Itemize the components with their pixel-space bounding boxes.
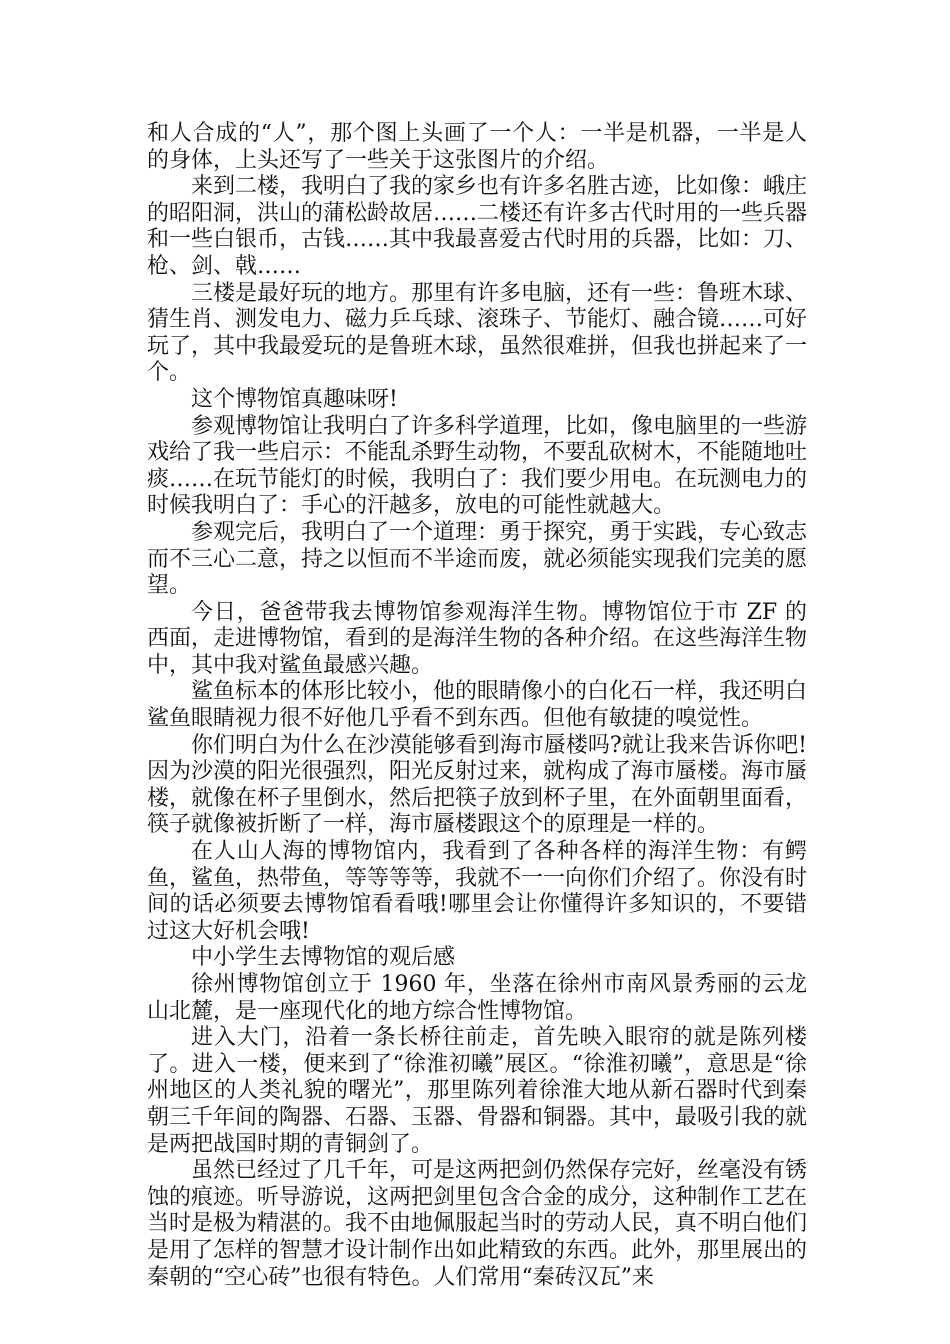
paragraph-science-lessons: 参观博物馆让我明白了许多科学道理，比如，像电脑里的一些游戏给了我一些启示：不能乱杀野生动物，不要乱砍树木，不能随地吐痰……在玩节能灯的时候，我明白了：我们要少用电。在玩测电力的时候我明白了：手心的汗越多，放电的可能性就越大。 — [147, 413, 808, 519]
paragraph-bronze-swords: 虽然已经过了几千年，可是这两把剑仍然保存完好，丝毫没有锈蚀的痕迹。听导游说，这两把剑里包含合金的成分，这种制作工艺在当时是极为精湛的。我不由地佩服起当时的劳动人民，真不明白他们是用了怎样的智慧才设计制作出如此精致的东西。此外，那里展出的秦朝的“空心砖”也很有特色。人们常用“秦砖汉瓦”来 — [147, 1158, 808, 1290]
paragraph-second-floor: 来到二楼，我明白了我的家乡也有许多名胜古迹，比如像：峨庄的昭阳洞，洪山的蒲松龄故居……二楼还有许多古代时用的一些兵器和一些白银币，古钱……其中我最喜爱古代时用的兵器，比如：刀、枪、剑、戟…… — [147, 174, 808, 279]
paragraph-conclusion: 参观完后，我明白了一个道理：勇于探究，勇于实践，专心致志而不三心二意，持之以恒而不半途而废，就必须能实现我们完美的愿望。 — [147, 519, 808, 599]
paragraph-ocean-intro: 今日，爸爸带我去博物馆参观海洋生物。博物馆位于市 ZF 的西面，走进博物馆，看到的是海洋生物的各种介绍。在这些海洋生物中，其中我对鲨鱼最感兴趣。 — [147, 599, 808, 678]
paragraph-exhibition-hall: 进入大门，沿着一条长桥往前走，首先映入眼帘的就是陈列楼了。进入一楼，便来到了“徐淮初曦”展区。“徐淮初曦”，意思是“徐州地区的人类礼貌的曙光”，那里陈列着徐淮大地从新石器时代到秦朝三千年间的陶器、石器、玉器、骨器和铜器。其中，最吸引我的就是两把战国时期的青铜剑了。 — [147, 1025, 808, 1157]
section-title: 中小学生去博物馆的观后感 — [191, 945, 456, 971]
paragraph-continuation: 和人合成的“人”，那个图上头画了一个人：一半是机器，一半是人的身体，上头还写了一些关于这张图片的介绍。 — [147, 121, 807, 173]
paragraph-shark: 鲨鱼标本的体形比较小，他的眼睛像小的白化石一样，我还明白鲨鱼眼睛视力很不好他几乎看不到东西。但他有敏捷的嗅觉性。 — [147, 679, 808, 732]
paragraph-marine-life: 在人山人海的博物馆内，我看到了各种各样的海洋生物：有鳄鱼，鲨鱼，热带鱼，等等等等，我就不一一向你们介绍了。你没有时间的话必须要去博物馆看看哦!哪里会让你懂得许多知识的，不要错过这大好机会哦! — [147, 839, 808, 944]
paragraph-third-floor: 三楼是最好玩的地方。那里有许多电脑，还有一些：鲁班木球、猜生肖、测发电力、磁力乒乓球、滚珠子、节能灯、融合镜……可好玩了，其中我最爱玩的是鲁班木球，虽然很难拼，但我也拼起来了一个。 — [147, 280, 808, 386]
paragraph-xuzhou-museum: 徐州博物馆创立于 1960 年，坐落在徐州市南风景秀丽的云龙山北麓，是一座现代化的地方综合性博物馆。 — [147, 972, 807, 1024]
paragraph-exclamation: 这个博物馆真趣味呀! — [191, 386, 398, 412]
document-body — [147, 121, 807, 1291]
paragraph-mirage: 你们明白为什么在沙漠能够看到海市蜃楼吗?就让我来告诉你吧!因为沙漠的阳光很强烈，阳光反射过来，就构成了海市蜃楼。海市蜃楼，就像在杯子里倒水，然后把筷子放到杯子里，在外面朝里面看，筷子就像被折断了一样，海市蜃楼跟这个的原理是一样的。 — [147, 732, 808, 838]
